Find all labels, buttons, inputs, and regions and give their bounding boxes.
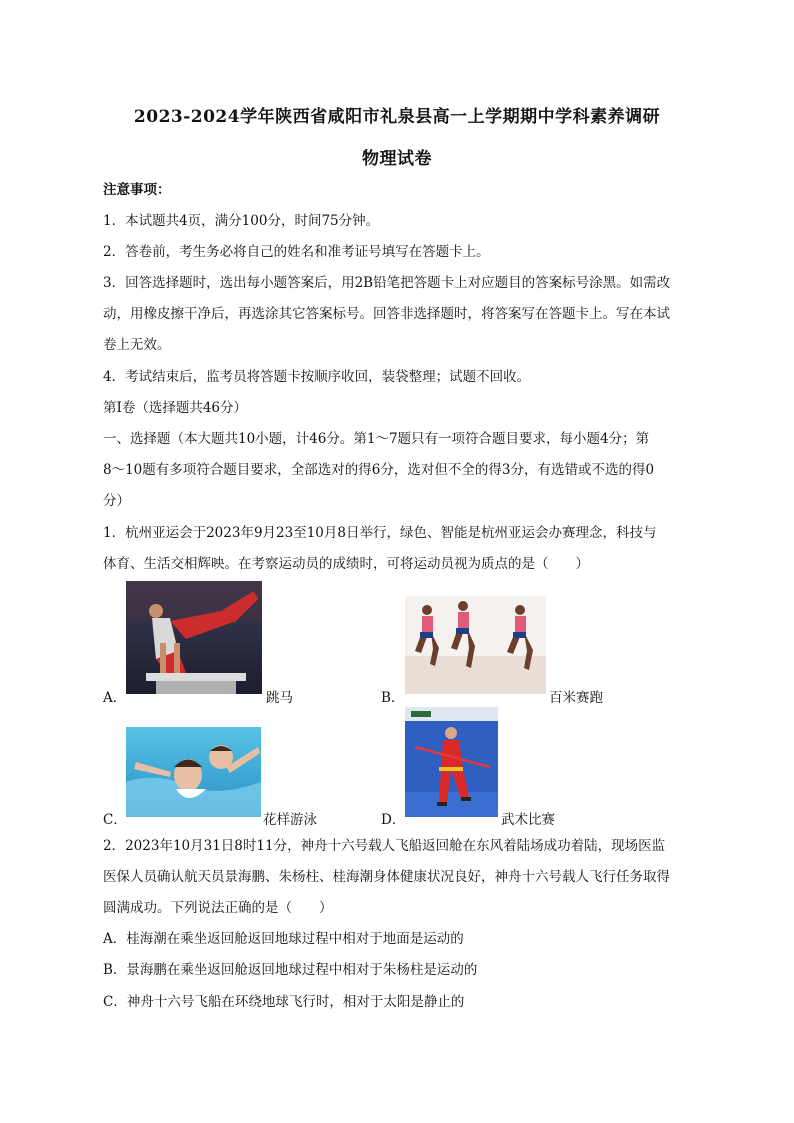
q1-option-d-label: 武术比赛 <box>501 812 555 828</box>
q2-text-line2: 医保人员确认航天员景海鹏、朱杨柱、桂海潮身体健康状况良好，神舟十六号载人飞行任务取得 <box>103 869 670 885</box>
notice-item-4: 4．考试结束后，监考员将答题卡按顺序收回，装袋整理；试题不回收。 <box>103 369 531 385</box>
q2-text-line3: 圆满成功。下列说法正确的是（ ） <box>103 900 333 916</box>
q2-option-b: B．景海鹏在乘坐返回舱返回地球过程中相对于朱杨柱是运动的 <box>103 962 478 978</box>
q2-option-a: A．桂海潮在乘坐返回舱返回地球过程中相对于地面是运动的 <box>103 931 464 947</box>
q2-text-line1: 2．2023年10月31日8时11分，神舟十六号载人飞船返回舱在东风着陆场成功着陆，现场医监 <box>103 838 666 854</box>
wushu-photo <box>405 707 498 817</box>
section-instructions-line1: 一、选择题（本大题共10小题，计46分。第1～7题只有一项符合题目要求，每小题4分；第 <box>103 431 650 447</box>
q1-option-a-label: 跳马 <box>266 690 293 706</box>
synchronized-swimming-photo <box>126 727 261 817</box>
notice-item-3-line3: 卷上无效。 <box>103 337 171 353</box>
notice-heading: 注意事项： <box>103 182 171 198</box>
section-instructions-line3: 分） <box>103 493 130 509</box>
sprint-race-photo <box>405 596 546 694</box>
q2-option-c: C．神舟十六号飞船在环绕地球飞行时，相对于太阳是静止的 <box>103 994 465 1010</box>
exam-title: 2023-2024学年陕西省咸阳市礼泉县高一上学期期中学科素养调研 <box>133 107 661 127</box>
exam-subtitle: 物理试卷 <box>362 149 432 169</box>
q1-option-a-letter: A． <box>103 690 127 706</box>
notice-item-3-line1: 3．回答选择题时，选出每小题答案后，用2B铅笔把答题卡上对应题目的答案标号涂黑。如需改 <box>103 275 671 291</box>
q1-text-line1: 1．杭州亚运会于2023年9月23至10月8日举行，绿色、智能是杭州亚运会办赛理念，科技与 <box>103 525 657 541</box>
q1-text-line2: 体育、生活交相辉映。在考察运动员的成绩时，可将运动员视为质点的是（ ） <box>103 556 589 572</box>
gymnastics-vault-photo <box>126 581 262 694</box>
part1-heading: 第Ⅰ卷（选择题共46分） <box>103 400 248 416</box>
q1-option-c-label: 花样游泳 <box>263 812 317 828</box>
q1-option-d-letter: D． <box>381 812 406 828</box>
q1-option-b-label: 百米赛跑 <box>549 690 603 706</box>
notice-item-3-line2: 动，用橡皮擦干净后，再选涂其它答案标号。回答非选择题时，将答案写在答题卡上。写在本试 <box>103 306 670 322</box>
notice-item-2: 2．答卷前，考生务必将自己的姓名和准考证号填写在答题卡上。 <box>103 244 490 260</box>
q1-option-c-letter: C． <box>103 812 127 828</box>
notice-item-1: 1．本试题共4页，满分100分，时间75分钟。 <box>103 213 380 229</box>
q1-option-b-letter: B． <box>381 690 405 706</box>
section-instructions-line2: 8～10题有多项符合题目要求，全部选对的得6分，选对但不全的得3分，有选错或不选的得0 <box>103 462 655 478</box>
